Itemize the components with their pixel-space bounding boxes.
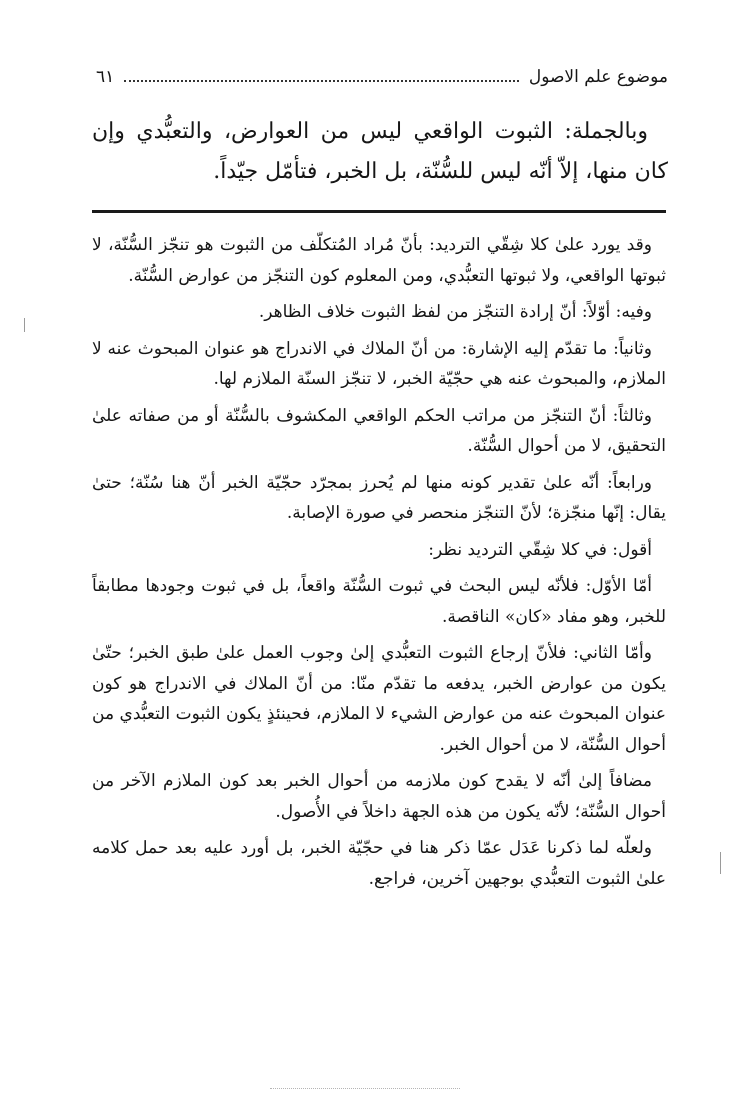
main-text-block (92, 112, 668, 192)
footnote-paragraph: أمّا الأوّل: فلأنّه ليس البحث في ثبوت السُّنّة واقعاً، بل في ثبوت وجودها مطابقاً للخبر، وهو مفاد «كان» الناقصة. (92, 576, 666, 627)
header-title: موضوع علم الاصول (528, 67, 668, 87)
footnote-paragraph: وثالثاً: أنّ التنجّز من مراتب الحكم الواقعي المكشوف بالسُّنّة أو من صفاته علىٰ التحقيق، لا من أحوال السُّنّة. (92, 405, 666, 456)
footnote-divider (92, 210, 666, 213)
footnote-paragraph: وفيه: أوّلاً: أنّ إرادة التنجّز من لفظ الثبوت خلاف الظاهر. (258, 302, 652, 322)
footnote-paragraph: ورابعاً: أنّه علىٰ تقدير كونه منها لم يُحرز بمجرّد حجّيّة الخبر أنّ هنا سُنّة؛ حتىٰ يقال: إنّها منجّزة؛ لأنّ التنجّز منحصر في صورة الإصابة. (92, 472, 666, 523)
footnotes-block (92, 230, 666, 900)
scan-artifact-right (720, 852, 721, 874)
scan-artifact-bottom (270, 1088, 460, 1089)
footnote-paragraph: مضافاً إلىٰ أنّه لا يقدح كون ملازمه من أحوال الخبر بعد كون الملازم الآخر من أحوال السُّنّة؛ لأنّه يكون من هذه الجهة داخلاً في الأُصول. (92, 771, 666, 822)
page-number: ٦١ (96, 67, 115, 87)
footnote-paragraph: وقد يورد علىٰ كلا شِقّي الترديد: بأنّ مُراد المُتكلّف من الثبوت هو تنجّز السُّنّة، لا ثبوتها الواقعي، ولا ثبوتها التعبُّدي، ومن المعلوم كون التنجّز من عوارض السُّنّة. (92, 235, 666, 286)
footnote-paragraph: وثانياً: ما تقدّم إليه الإشارة: من أنّ الملاك في الاندراج هو عنوان المبحوث عنه لا الملازم، والمبحوث عنه هي حجّيّة الخبر، لا تنجّز السنّة الملازم لها. (92, 338, 666, 389)
footnote-paragraph: أقول: في كلا شِقّي الترديد نظر: (428, 539, 652, 560)
scan-artifact-left (24, 318, 25, 332)
footnote-paragraph: ولعلّه لما ذكرنا عَدَل عمّا ذكر هنا في حجّيّة الخبر، بل أورد عليه بعد حمل كلامه علىٰ الثبوت التعبُّدي بوجهين آخرين، فراجع. (92, 838, 666, 889)
main-paragraph: وبالجملة: الثبوت الواقعي ليس من العوارض، والتعبُّدي وإن كان منها، إلاّ أنّه ليس للسُّنّة، بل الخبر، فتأمّل جيّداً. (92, 119, 668, 184)
footnote-paragraph: وأمّا الثاني: فلأنّ إرجاع الثبوت التعبُّدي إلىٰ وجوب العمل علىٰ طبق الخبر؛ حتّىٰ يكون من عوارض الخبر، يدفعه ما تقدّم منّا: من أنّ الملاك في الاندراج هو كون عنوان المبحوث عنه من عوارض الشيء لا الملازم، فحينئذٍ يكون الثبوت التعبُّدي من أحوال السُّنّة، لا من أحوال الخبر. (92, 643, 666, 755)
header-dot-leader (124, 80, 519, 82)
running-header (96, 62, 668, 92)
